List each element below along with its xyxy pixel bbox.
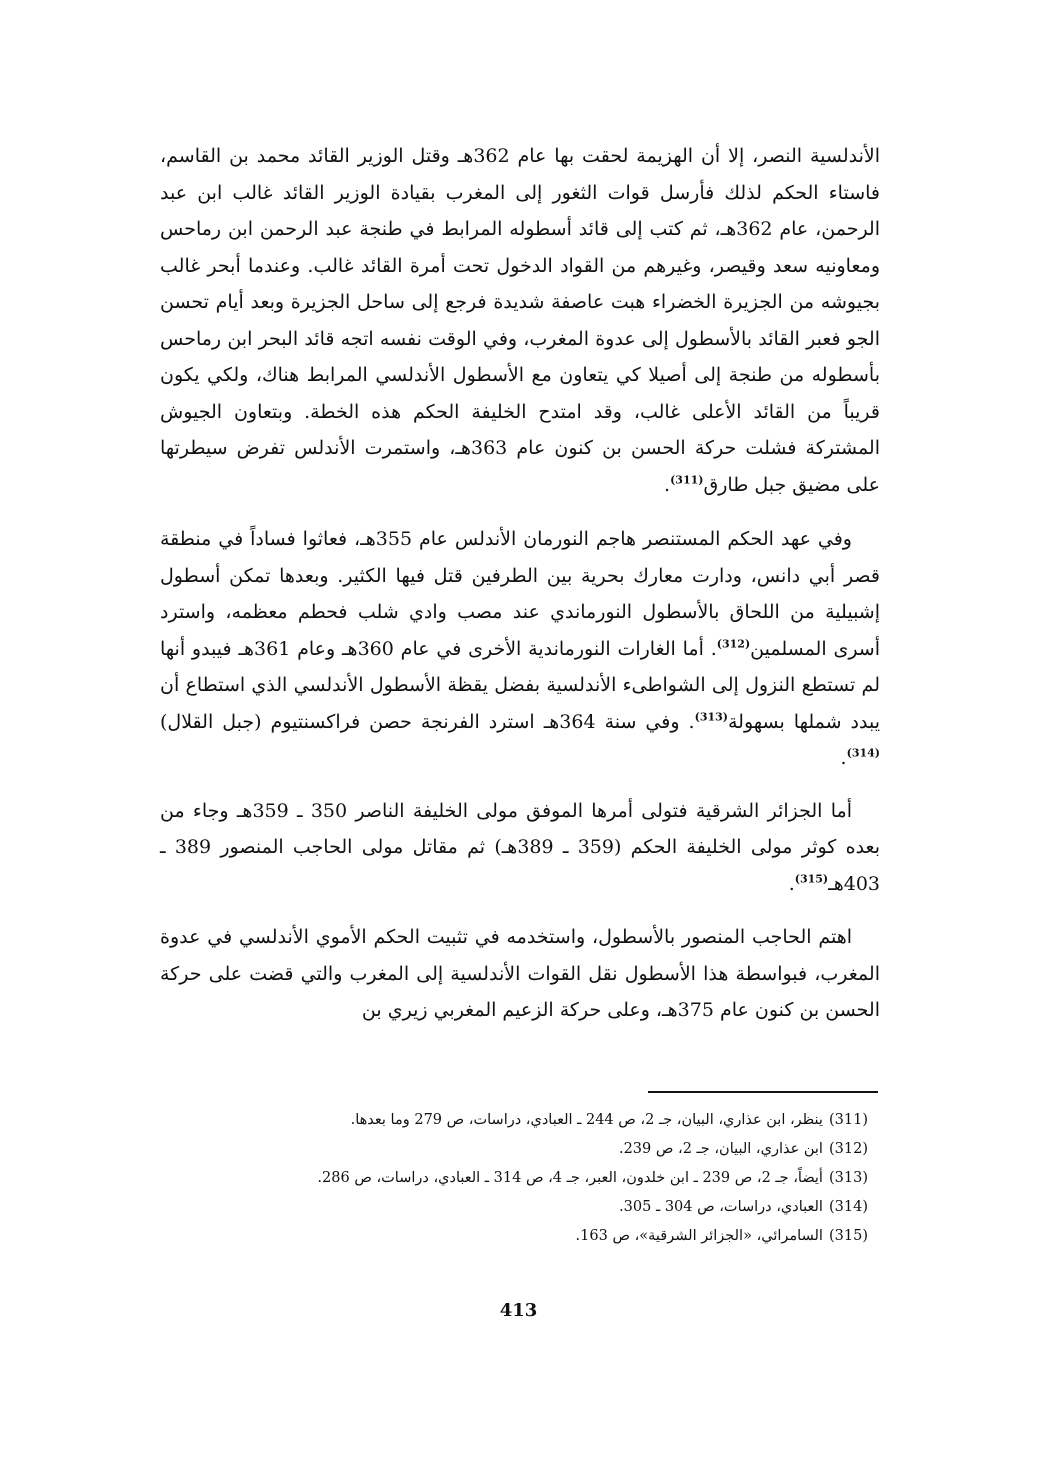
footnote-number: (315) [828, 1228, 868, 1244]
footnote-ref-313[interactable]: (313) [694, 710, 728, 724]
paragraph-2 [160, 521, 880, 777]
paragraph-4 [160, 919, 880, 1029]
footnote-text: ابن عذاري، البيان، جـ 2، ص 239. [618, 1141, 823, 1157]
footnote-number: (311) [828, 1112, 868, 1128]
page-number: 413 [499, 1300, 538, 1321]
paragraph-text: اهتم الحاجب المنصور بالأسطول، واستخدمه في تثبيت الحكم الأموي الأندلسي في عدوة المغرب، فبواسطة هذا الأسطول نقل القوات الأندلسية إلى المغرب والتي قضت على حركة الحسن بن كنون عام 375هـ، وعلى حركة الزعيم المغربي زيري بن [160, 926, 880, 1021]
footnote-ref-311[interactable]: (311) [670, 473, 704, 487]
footnote-312 [160, 1135, 880, 1164]
paragraph-3 [160, 793, 880, 903]
footnote-text: السامرائي، «الجزائر الشرقية»، ص 163. [575, 1228, 823, 1244]
footnote-315 [160, 1222, 880, 1251]
footnote-313 [160, 1164, 880, 1193]
footnote-text: ينظر، ابن عذاري، البيان، جـ 2، ص 244 ـ العبادي، دراسات، ص 279 وما بعدها. [350, 1112, 823, 1128]
footnote-ref-315[interactable]: (315) [794, 872, 829, 886]
footnote-number: (312) [828, 1141, 868, 1157]
paragraph-text: أما الجزائر الشرقية فتولى أمرها الموفق مولى الخليفة الناصر 350 ـ 359هـ وجاء من بعده كوثر مولى الخليفة الحكم (359 ـ 389هـ) ثم مقاتل مولى الحاجب المنصور 389 ـ 403هـ [160, 799, 880, 895]
footnote-number: (313) [828, 1170, 868, 1186]
paragraph-text: . أما الغارات النورماندية الأخرى في عام 360هـ وعام 361هـ فيبدو أنها لم تستطع النزول إلى الشواطىء الأندلسية بفضل يقظة الأسطول الأندلسي الذي استطاع أن يبدد شملها بسهولة [160, 637, 881, 733]
footnote-number: (314) [828, 1199, 868, 1215]
footnote-311 [160, 1106, 880, 1135]
footnote-ref-314[interactable]: (314) [846, 746, 880, 760]
footnote-separator [648, 1091, 878, 1093]
footnote-314 [160, 1193, 880, 1222]
footnote-text: أيضاً، جـ 2، ص 239 ـ ابن خلدون، العبر، جـ 4، ص 314 ـ العبادي، دراسات، ص 286. [317, 1170, 823, 1186]
paragraph-text: . [788, 872, 795, 895]
footnote-text: العبادي، دراسات، ص 304 ـ 305. [619, 1199, 823, 1215]
paragraph-text: وفي عهد الحكم المستنصر هاجم النورمان الأندلس عام 355هـ، فعاثوا فساداً في منطقة قصر أبي دانس، ودارت معارك بحرية بين الطرفين قتل فيها الكثير. وبعدها تمكن أسطول إشبيلية من اللحاق بالأسطول النورماندي عند مصب وادي شلب فحطم معظمه، واسترد أسرى المسلمين [160, 528, 880, 660]
paragraph-text: . [664, 473, 671, 496]
paragraph-text: . وفي سنة 364هـ استرد الفرنجة حصن فراكسنتيوم (جبل القلال) [160, 710, 695, 733]
footnote-ref-312[interactable]: (312) [716, 637, 751, 651]
main-text [160, 138, 880, 1029]
paragraph-1 [160, 138, 880, 503]
paragraph-text: الأندلسية النصر، إلا أن الهزيمة لحقت بها عام 362هـ وقتل الوزير القائد محمد بن القاسم، فاستاء الحكم لذلك فأرسل قوات الثغور إلى المغرب بقيادة الوزير القائد غالب ابن عبد الرحمن، عام 362هـ، ثم كتب إلى قائد أسطوله المرابط في طنجة عبد الرحمن ابن رماحس ومعاونيه سعد وقيصر، وغيرهم من القواد الدخول تحت أمرة القائد غالب. وعندما أبحر غالب بجيوشه من الجزيرة الخضراء هبت عاصفة شديدة فرجع إلى ساحل الجزيرة وبعد أيام تحسن الجو فعبر القائد بالأسطول إلى عدوة المغرب، وفي الوقت نفسه اتجه قائد البحر ابن رماحس بأسطوله من طنجة إلى أصيلا كي يتعاون مع الأسطول الأندلسي المرابط هناك، ولكي يكون قريباً من القائد الأعلى غالب، وقد امتدح الخليفة الحكم هذه الخطة. وبتعاون الجيوش المشتركة فشلت حركة الحسن بن كنون عام 363هـ، واستمرت الأندلس تفرض سيطرتها على مضيق جبل طارق [160, 145, 880, 496]
paragraph-text: . [840, 747, 847, 769]
footnotes [160, 1106, 880, 1251]
